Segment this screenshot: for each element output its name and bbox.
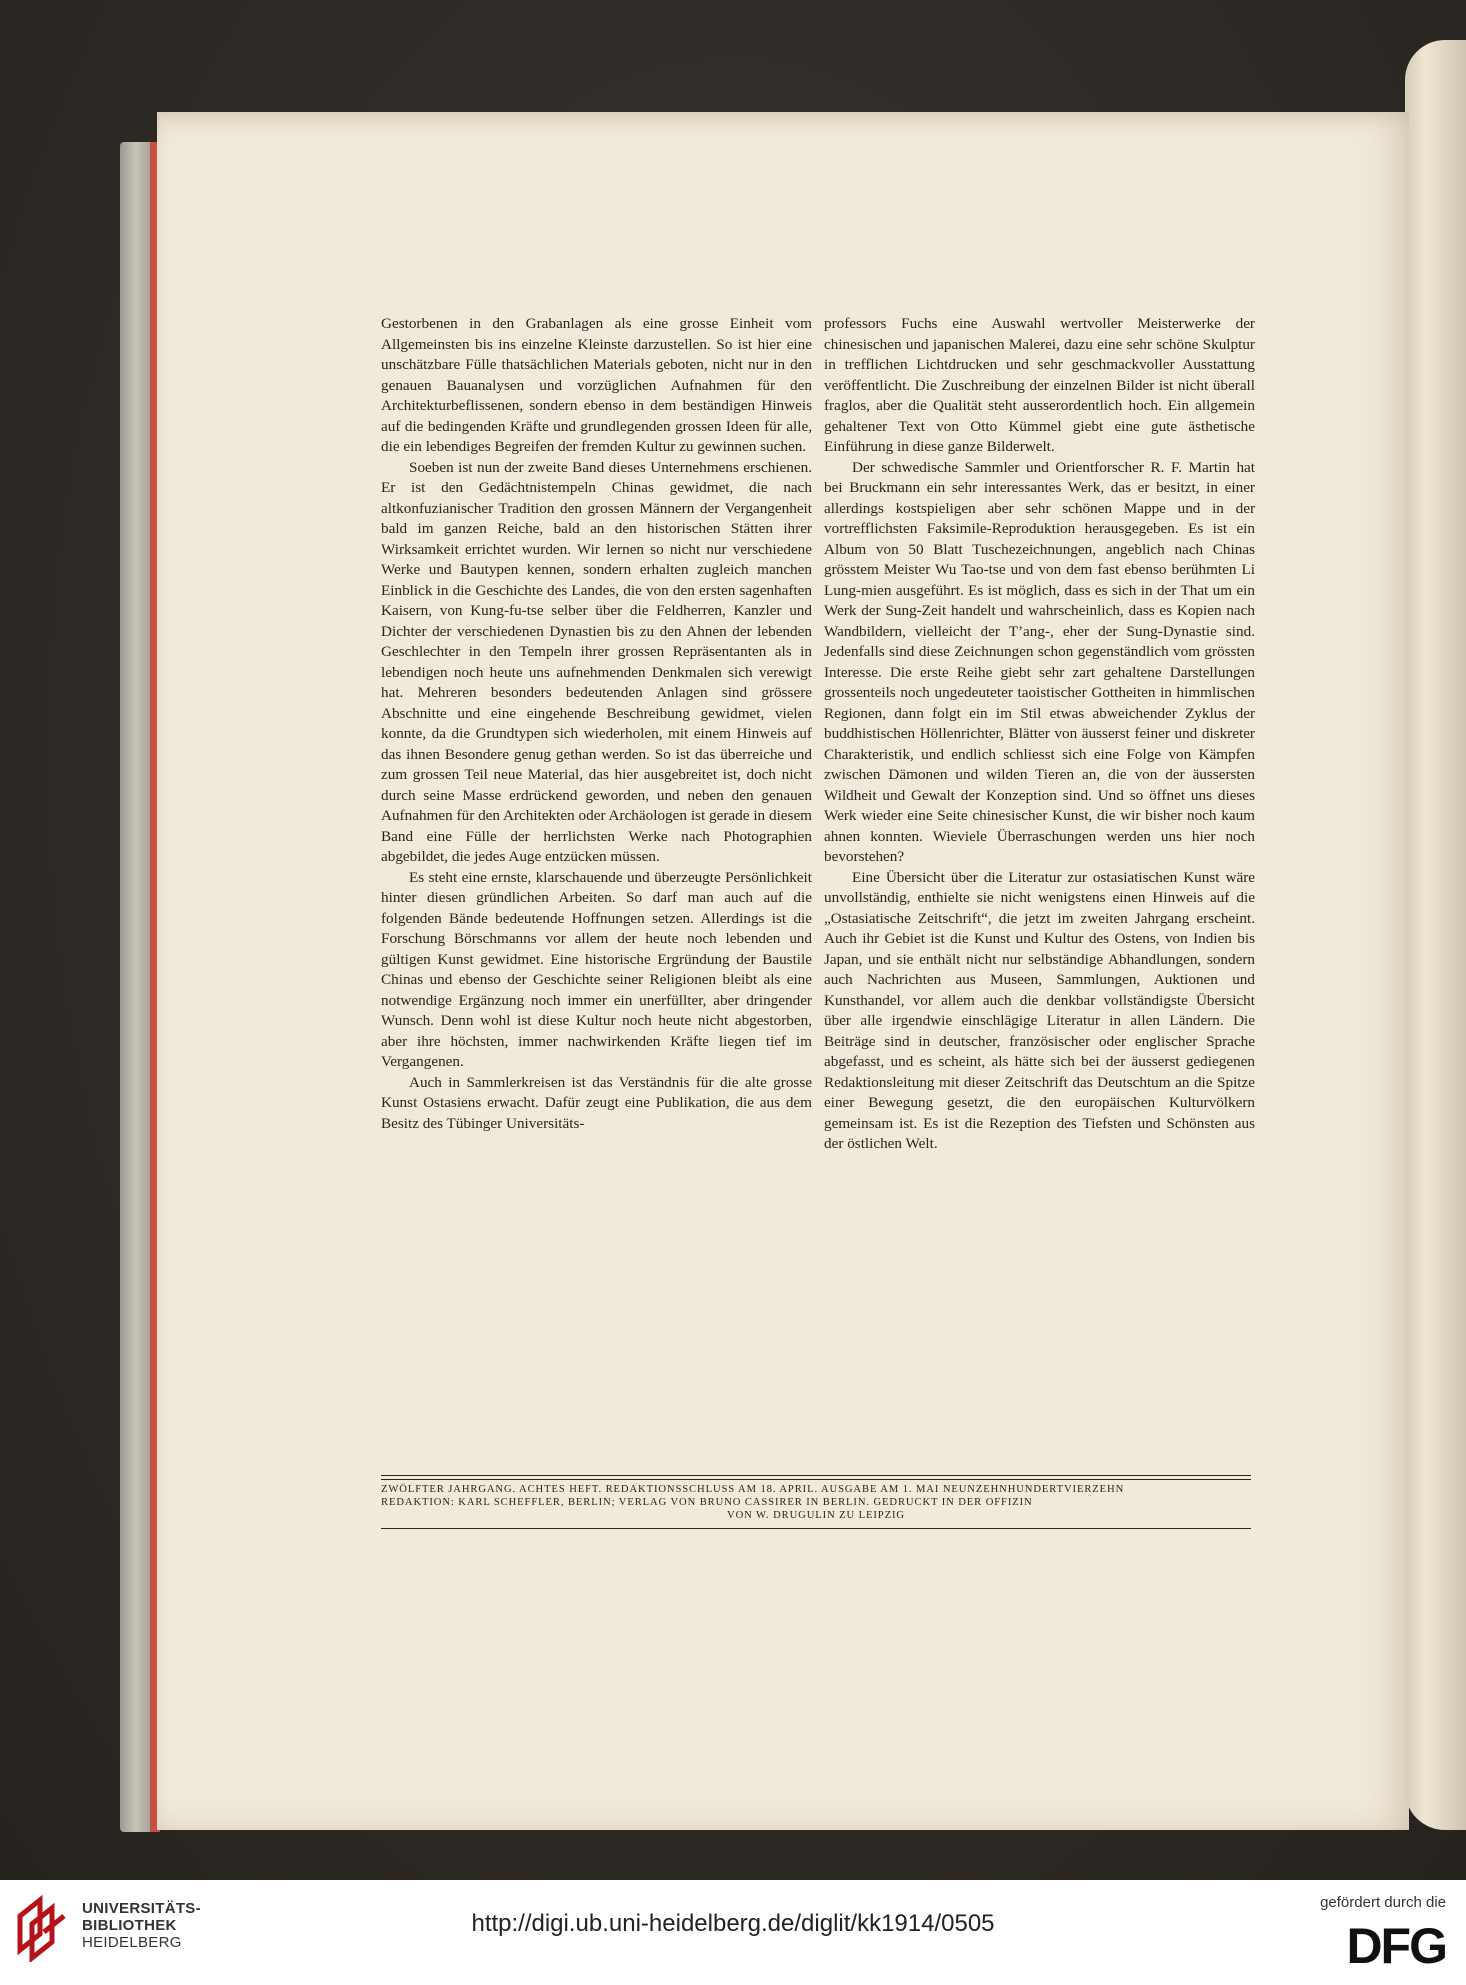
library-name-line: HEIDELBERG: [82, 1934, 182, 1951]
imprint-line: ZWÖLFTER JAHRGANG. ACHTES HEFT. REDAKTIONSSCHLUSS AM 18. APRIL. AUSGABE AM 1. MAI NEUNZEHNHUNDERTVIERZEHN: [381, 1484, 1125, 1495]
paragraph: Eine Übersicht über die Literatur zur ostasiatischen Kunst wäre unvollständig, enthielte sie nicht wenigstens einen Hinweis auf die „Ostasiatische Zeitschrift“, die jetzt im zweiten Jahrgang erscheint. Auch ihr Gebiet ist die Kunst und Kultur des Ostens, von Indien bis Japan, und sie enthält nicht nur selbständige Abhandlungen, sondern auch Nachrichten aus Museen, Sammlungen, Auktionen und Kunsthandel, vor allem auch die denkbar vollständigste Übersicht über alle irgendwie einschlägige Literatur in allen Ländern. Die Beiträge sind in deutscher, französischer oder englischer Sprache abgefasst, und es scheint, als hätte sich bei der äusserst gediegenen Redaktionsleitung mit dieser Zeitschrift das Deutschtum an die Spitze einer Bewegung gesetzt, die den europäischen Kulturvölkern gemeinsam ist. Es ist die Rezeption des Tiefsten und Schönsten aus der östlichen Welt.: [824, 868, 1255, 1152]
library-name-line: UNIVERSITÄTS-: [82, 1900, 201, 1917]
imprint-text: [381, 1483, 1251, 1522]
library-banner: [0, 1880, 1466, 1985]
dfg-logo: DFG: [1346, 1918, 1446, 1974]
divider: [381, 1479, 1251, 1480]
imprint-line: REDAKTION: KARL SCHEFFLER, BERLIN; VERLAG VON BRUNO CASSIRER IN BERLIN. GEDRUCKT IN DER OFFIZIN: [381, 1497, 1033, 1508]
library-name-line: BIBLIOTHEK: [82, 1917, 177, 1934]
imprint-block: [381, 1475, 1251, 1529]
permalink-url[interactable]: http://digi.ub.uni-heidelberg.de/diglit/kk1914/0505: [471, 1910, 995, 1937]
sponsor-caption: gefördert durch die: [1320, 1894, 1446, 1911]
paragraph: Gestorbenen in den Grabanlagen als eine grosse Einheit vom Allgemeinsten bis ins einzelne Kleinste darzustellen. So ist hier eine unschätzbare Fülle thatsächlichen Materials geboten, nicht nur in den genauen Bauanalysen und vorzüglichen Aufnahmen für den Architekturbeflissenen, sondern ebenso in dem beständigen Hinweis auf die bedingenden Kräfte und grundlegenden grossen Ideen für alle, die ein lebendiges Begreifen der fremden Kultur zu gewinnen suchen.: [381, 315, 812, 455]
facing-page-edge: [1405, 40, 1466, 1830]
divider: [381, 1475, 1251, 1476]
paragraph: Soeben ist nun der zweite Band dieses Unternehmens erschienen. Er ist den Gedächtnistempeln Chinas gewidmet, die nach altkonfuzianischer Tradition den grossen Männern der Vergangenheit bald im ganzen Reiche, bald an den historischen Stätten ihrer Wirksamkeit errichtet wurden. Wir lernen so nicht nur verschiedene Werke und Bautypen kennen, sondern erhalten zugleich manchen Einblick in die Geschichte des Landes, die von den ersten sagenhaften Kaisern, von Kung-fu-tse selber über die Feldherren, Kanzler und Dichter der verschiedenen Dynastien bis zu den Ahnen der lebenden Geschlechter in den Tempeln ihrer grossen Repräsentanten als in lebendigen noch heute uns aufnehmenden Denkmalen sich verewigt hat. Mehreren besonders bedeutenden Anlagen sind grössere Abschnitte und eine eingehende Beschreibung gewidmet, vielen konnte, da die Grundtypen sich wiederholen, mit einem Hinweis auf das ihnen Besondere genug gethan werden. So ist das überreiche und zum grossen Teil neue Material, das hier ausgebreitet ist, doch nicht durch seine Masse erdrückend geworden, und neben den genauen Aufnahmen für den Architekten oder Archäologen ist gerade in diesem Band eine Fülle der herrlichsten Werke nach Photographien abgebildet, die jedes Auge entzücken müssen.: [381, 458, 812, 865]
imprint-line: VON W. DRUGULIN ZU LEIPZIG: [727, 1510, 905, 1521]
divider: [381, 1528, 1251, 1529]
paragraph: Auch in Sammlerkreisen ist das Verständnis für die alte grosse Kunst Ostasiens erwacht. Dafür zeugt eine Publikation, die aus dem Besitz des Tübinger Universitäts-: [381, 1073, 812, 1132]
text-column-left: [381, 314, 812, 1134]
paragraph: Der schwedische Sammler und Orientforscher R. F. Martin hat bei Bruckmann ein sehr interessantes Werk, das er besitzt, in einer allerdings kostspieligen aber sehr schönen Mappe und in der vortrefflichsten Faksimile-Reproduktion herausgegeben. Es ist ein Album von 50 Blatt Tuschezeichnungen, angeblich nach Chinas grösstem Meister Wu Tao-tse und von dem fast ebenso berühmten Li Lung-mien ausgeführt. Es ist möglich, dass es sich in der That um ein Werk der Sung-Zeit handelt und wahrscheinlich, dass es Kopien nach Wandbildern, vielleicht der T’ang-, eher der Sung-Dynastie sind. Jedenfalls sind diese Zeichnungen schon gegenständlich vom grössten Interesse. Die erste Reihe giebt sehr zart gehaltene Darstellungen grossenteils noch ungedeuteter taoistischer Gottheiten in himmlischen Regionen, dann folgt ein im Stil etwas abweichender Zyklus der buddhistischen Höllenrichter, Blätter von äusserst feiner und diskreter Charakteristik, und endlich schliesst sich eine Folge von Kämpfen zwischen Dämonen und wilden Tieren an, die von der äussersten Wildheit und Gewalt der Konzeption sind. Und so öffnet uns dieses Werk wieder eine Seite chinesischer Kunst, die wir bisher noch kaum ahnen konnten. Wieviele Überraschungen werden uns hier noch bevorstehen?: [824, 458, 1255, 865]
paragraph: professors Fuchs eine Auswahl wertvoller Meisterwerke der chinesischen und japanischen Malerei, dazu eine sehr schöne Skulptur in trefflichen Lichtdrucken und sehr geschmackvoller Ausstattung veröffentlicht. Die Zuschreibung der einzelnen Bilder ist nicht überall fraglos, aber die Qualität steht ausserordentlich hoch. Ein allgemein gehaltener Text von Otto Kümmel giebt eine gute ästhetische Einführung in diese ganze Bilderwelt.: [824, 315, 1255, 455]
text-column-right: [824, 314, 1255, 1155]
paragraph: Es steht eine ernste, klarschauende und überzeugte Persönlichkeit hinter diesen gründlichen Arbeiten. So darf man auch auf die folgenden Bände bedeutende Hoffnungen setzen. Allerdings ist die Forschung Börschmanns vor allem der heute noch lebenden und gültigen Kunst gewidmet. Eine historische Ergründung der Baustile Chinas und ebenso der Geschichte seiner Religionen bleibt als eine notwendige Ergänzung noch immer ein unerfüllter, aber dringender Wunsch. Denn wohl ist diese Kultur noch heute nicht abgestorben, aber ihre höchsten, immer nachwirkenden Kräfte liegen tief im Vergangenen.: [381, 868, 812, 1070]
